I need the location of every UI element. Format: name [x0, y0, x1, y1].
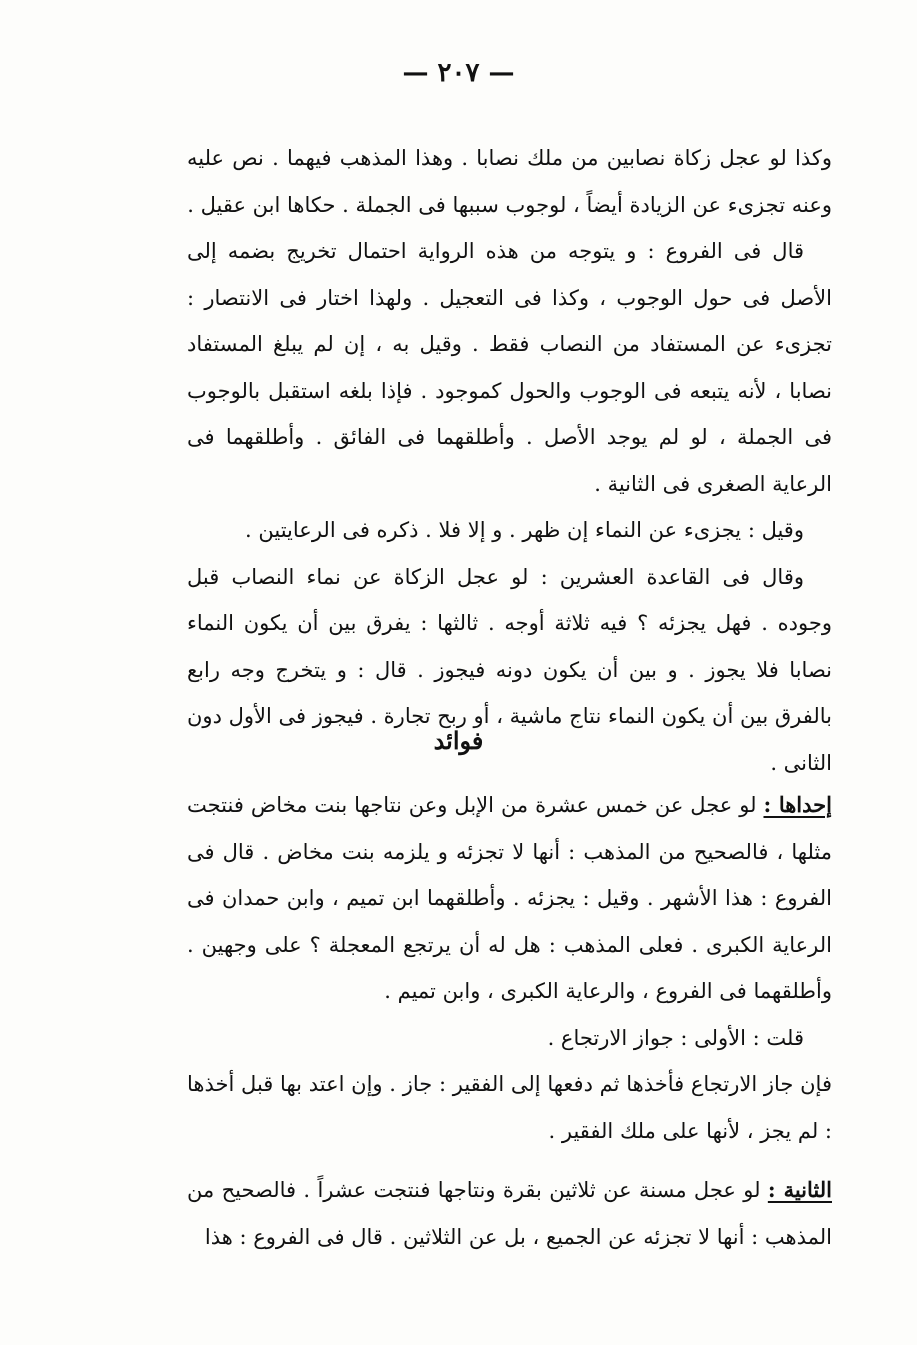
paragraph-first-benefit: [187, 782, 832, 1015]
text-section-benefits: [187, 782, 832, 1154]
paragraph-author-opinion: قلت : الأولى : جواز الارتجاع .: [547, 1025, 804, 1050]
page-number: — ٢٠٧ —: [402, 58, 515, 88]
first-benefit-text: لو عجل عن خمس عشرة من الإبل وعن نتاجها بنت مخاض فنتجت مثلها ، فالصحيح من المذهب : أنها لا تجزئه و يلزمه بنت مخاض . قال فى الفروع : هذا الأشهر . وقيل : يجزئه . وأطلقهما ابن تميم ، وابن حمدان فى الرعاية الكبرى . فعلى المذهب : هل له أن يرتجع المعجلة ؟ على وجهين . وأطلقهما فى الفروع ، والرعاية الكبرى ، وابن تميم .: [187, 793, 832, 1003]
paragraph-zakat-two-nisabs: وكذا لو عجل زكاة نصابين من ملك نصابا . وهذا المذهب فيهما . نص عليه وعنه تجزىء عن الزيادة أيضاً ، لوجوب سببها فى الجملة . حكاها ابن عقيل .: [187, 146, 832, 217]
text-section-top: [187, 135, 832, 786]
paragraph-growth-opinion: وقيل : يجزىء عن النماء إن ظهر . و إلا فلا . ذكره فى الرعايتين .: [245, 518, 804, 542]
second-benefit-label: الثانية :: [767, 1177, 832, 1202]
paragraph-second-benefit: [187, 1167, 832, 1260]
section-heading: فوائد: [433, 726, 484, 755]
first-benefit-label: إحداها :: [763, 792, 832, 817]
paragraph-reclaim-ruling: فإن جاز الارتجاع فأخذها ثم دفعها إلى الفقير : جاز . وإن اعتد بها قبل أخذها : لم يجز ، لأنها على ملك الفقير .: [187, 1072, 832, 1143]
text-section-second-benefit: [187, 1167, 832, 1260]
second-benefit-text: لو عجل مسنة عن ثلاثين بقرة ونتاجها فنتجت عشراً . فالصحيح من المذهب : أنها لا تجزئه عن الجميع ، بل عن الثلاثين . قال فى الفروع : هذا: [187, 1178, 832, 1249]
paragraph-furu-quote: قال فى الفروع : و يتوجه من هذه الرواية احتمال تخريج بضمه إلى الأصل فى حول الوجوب ، وكذا فى التعجيل . ولهذا اختار فى الانتصار : تجزىء عن المستفاد من النصاب فقط . وقيل به ، إن لم يبلغ المستفاد نصابا ، لأنه يتبعه فى الوجوب والحول كموجود . فإذا بلغه استقبل بالوجوب فى الجملة ، لو لم يوجد الأصل . وأطلقهما فى الفائق . وأطلقهما فى الرعاية الصغرى فى الثانية .: [187, 239, 832, 496]
paragraph-twentieth-rule: وقال فى القاعدة العشرين : لو عجل الزكاة عن نماء النصاب قبل وجوده . فهل يجزئه ؟ فيه ثلاثة أوجه . ثالثها : يفرق بين أن يكون النماء نصابا فلا يجوز . و بين أن يكون دونه فيجوز . قال : و يتخرج وجه رابع بالفرق بين أن يكون النماء نتاج ماشية ، أو ربح تجارة . فيجوز فى الأول دون الثانى .: [187, 564, 832, 775]
